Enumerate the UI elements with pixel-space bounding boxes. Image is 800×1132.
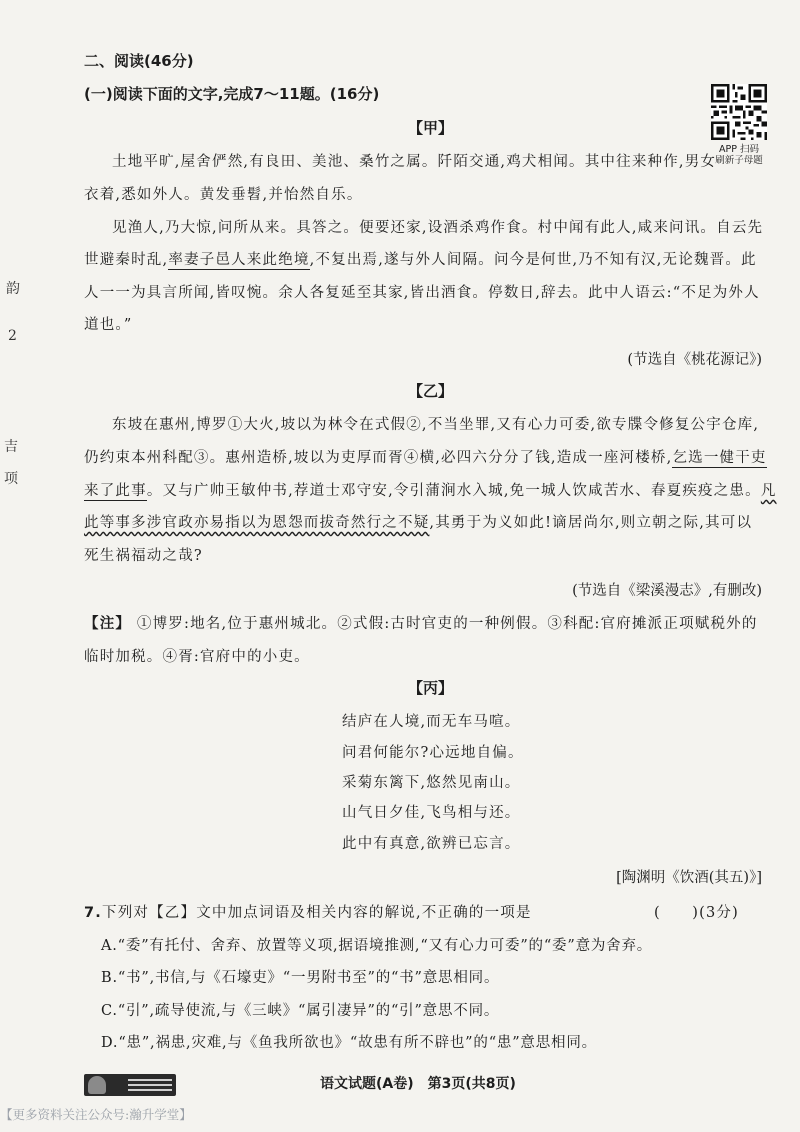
- text-segment: ,其勇于为义如此!谪居尚尔,则立朝之际,其可以: [429, 515, 753, 531]
- passage-line: [84, 248, 757, 269]
- margin-char: 项: [4, 471, 18, 487]
- poem-line: 问君何能尔?心远地自偏。: [342, 745, 524, 761]
- part-title: (一)阅读下面的文字,完成7～11题。(16分): [84, 85, 380, 103]
- question-number: 7.: [84, 905, 102, 921]
- passage-source: (节选自《桃花源记》): [627, 352, 762, 368]
- passage-line: 土地平旷,屋舍俨然,有良田、美池、桑竹之属。阡陌交通,鸡犬相闻。其中往来种作,男女: [112, 154, 717, 170]
- passage-line: 东坡在惠州,博罗①大火,坡以为林令在式假②,不当坐罪,又有心力可委,欲专牒令修复公宇仓库,: [112, 417, 760, 433]
- option-c: C.“引”,疏导使流,与《三峡》“属引凄异”的“引”意思不同。: [101, 1003, 500, 1019]
- note-line: 临时加税。④胥:官府中的小吏。: [84, 649, 310, 665]
- section-title: 二、阅读(46分): [84, 52, 194, 70]
- page-footer: 语文试题(A卷) 第3页(共8页): [320, 1076, 516, 1092]
- passage-jia-heading: 【甲】: [408, 119, 454, 137]
- passage-line: 见渔人,乃大惊,问所从来。具答之。便要还家,设酒杀鸡作食。村中闻有此人,咸来问讯。自云先: [112, 220, 764, 236]
- poem-line: 此中有真意,欲辨已忘言。: [342, 836, 521, 852]
- passage-line: 死生祸福动之哉?: [84, 548, 203, 564]
- qr-code-icon: [711, 84, 767, 140]
- publisher-logo-icon: [84, 1074, 176, 1096]
- option-d: D.“患”,祸患,灾难,与《鱼我所欲也》“故患有所不辟也”的“患”意思相同。: [101, 1035, 597, 1051]
- margin-char: 韵: [6, 281, 20, 297]
- poem-line: 结庐在人境,而无车马喧。: [342, 714, 521, 730]
- qr-caption-line-2: 刷新子母题: [715, 155, 763, 166]
- question-text: 下列对【乙】文中加点词语及相关内容的解说,不正确的一项是: [102, 905, 532, 921]
- note-line: [84, 612, 758, 633]
- passage-bing-heading: 【丙】: [408, 679, 454, 697]
- wavy-underlined-text: 此等事多涉官政亦易指以为恩怨而拔奇然行之不疑: [84, 515, 430, 531]
- passage-yi-heading: 【乙】: [408, 382, 454, 400]
- underlined-sentence: 乞选一健干吏: [672, 450, 767, 466]
- note-label: 【注】: [84, 616, 132, 632]
- option-a: A.“委”有托付、舍弃、放置等义项,据语境推测,“又有心力可委”的“委”意为舍弃。: [101, 938, 653, 954]
- passage-line: [84, 479, 777, 500]
- wavy-underlined-text: 凡: [760, 483, 777, 499]
- passage-line: [84, 446, 767, 467]
- underlined-sentence: 来了此事: [84, 483, 147, 499]
- poem-line: 山气日夕佳,飞鸟相与还。: [342, 805, 521, 821]
- passage-line: 衣着,悉如外人。黄发垂髫,并怡然自乐。: [84, 187, 363, 203]
- passage-source: (节选自《梁溪漫志》,有删改): [572, 583, 762, 599]
- question-7-stem: [84, 901, 532, 922]
- passage-line: 道也。”: [84, 317, 133, 333]
- answer-blank: ( )(3分): [654, 905, 739, 921]
- text-segment: 。又与广帅王敏仲书,荐道士邓守安,令引蒲涧水入城,免一城人饮咸苦水、春夏疾疫之患。: [146, 483, 761, 499]
- margin-char: 2: [8, 328, 17, 344]
- option-b: B.“书”,书信,与《石壕吏》“一男附书至”的“书”意思相同。: [101, 970, 500, 986]
- note-text: ①博罗:地名,位于惠州城北。②式假:古时官吏的一种例假。③科配:官府摊派正项赋税外的: [136, 616, 758, 632]
- qr-caption-line-1: APP 扫码: [719, 144, 759, 155]
- margin-char: 吉: [4, 439, 18, 455]
- passage-line: 人一一为具言所闻,皆叹惋。余人各复延至其家,皆出酒食。停数日,辞去。此中人语云:“不足为外人: [84, 285, 760, 301]
- watermark-text: 【更多资料关注公众号:瀚升学堂】: [0, 1107, 192, 1122]
- underlined-sentence: 率妻子邑人来此绝境: [168, 252, 310, 268]
- text-segment: 世避秦时乱,: [84, 252, 169, 268]
- poem-source: [陶渊明《饮酒(其五)》]: [616, 870, 762, 886]
- text-segment: 仍约束本州科配③。惠州造桥,坡以为吏厚而胥④横,必四六分分了钱,造成一座河楼桥,: [84, 450, 673, 466]
- passage-line: [84, 511, 752, 532]
- text-segment: ,不复出焉,遂与外人间隔。问今是何世,乃不知有汉,无论魏晋。此: [309, 252, 757, 268]
- poem-line: 采菊东篱下,悠然见南山。: [342, 775, 521, 791]
